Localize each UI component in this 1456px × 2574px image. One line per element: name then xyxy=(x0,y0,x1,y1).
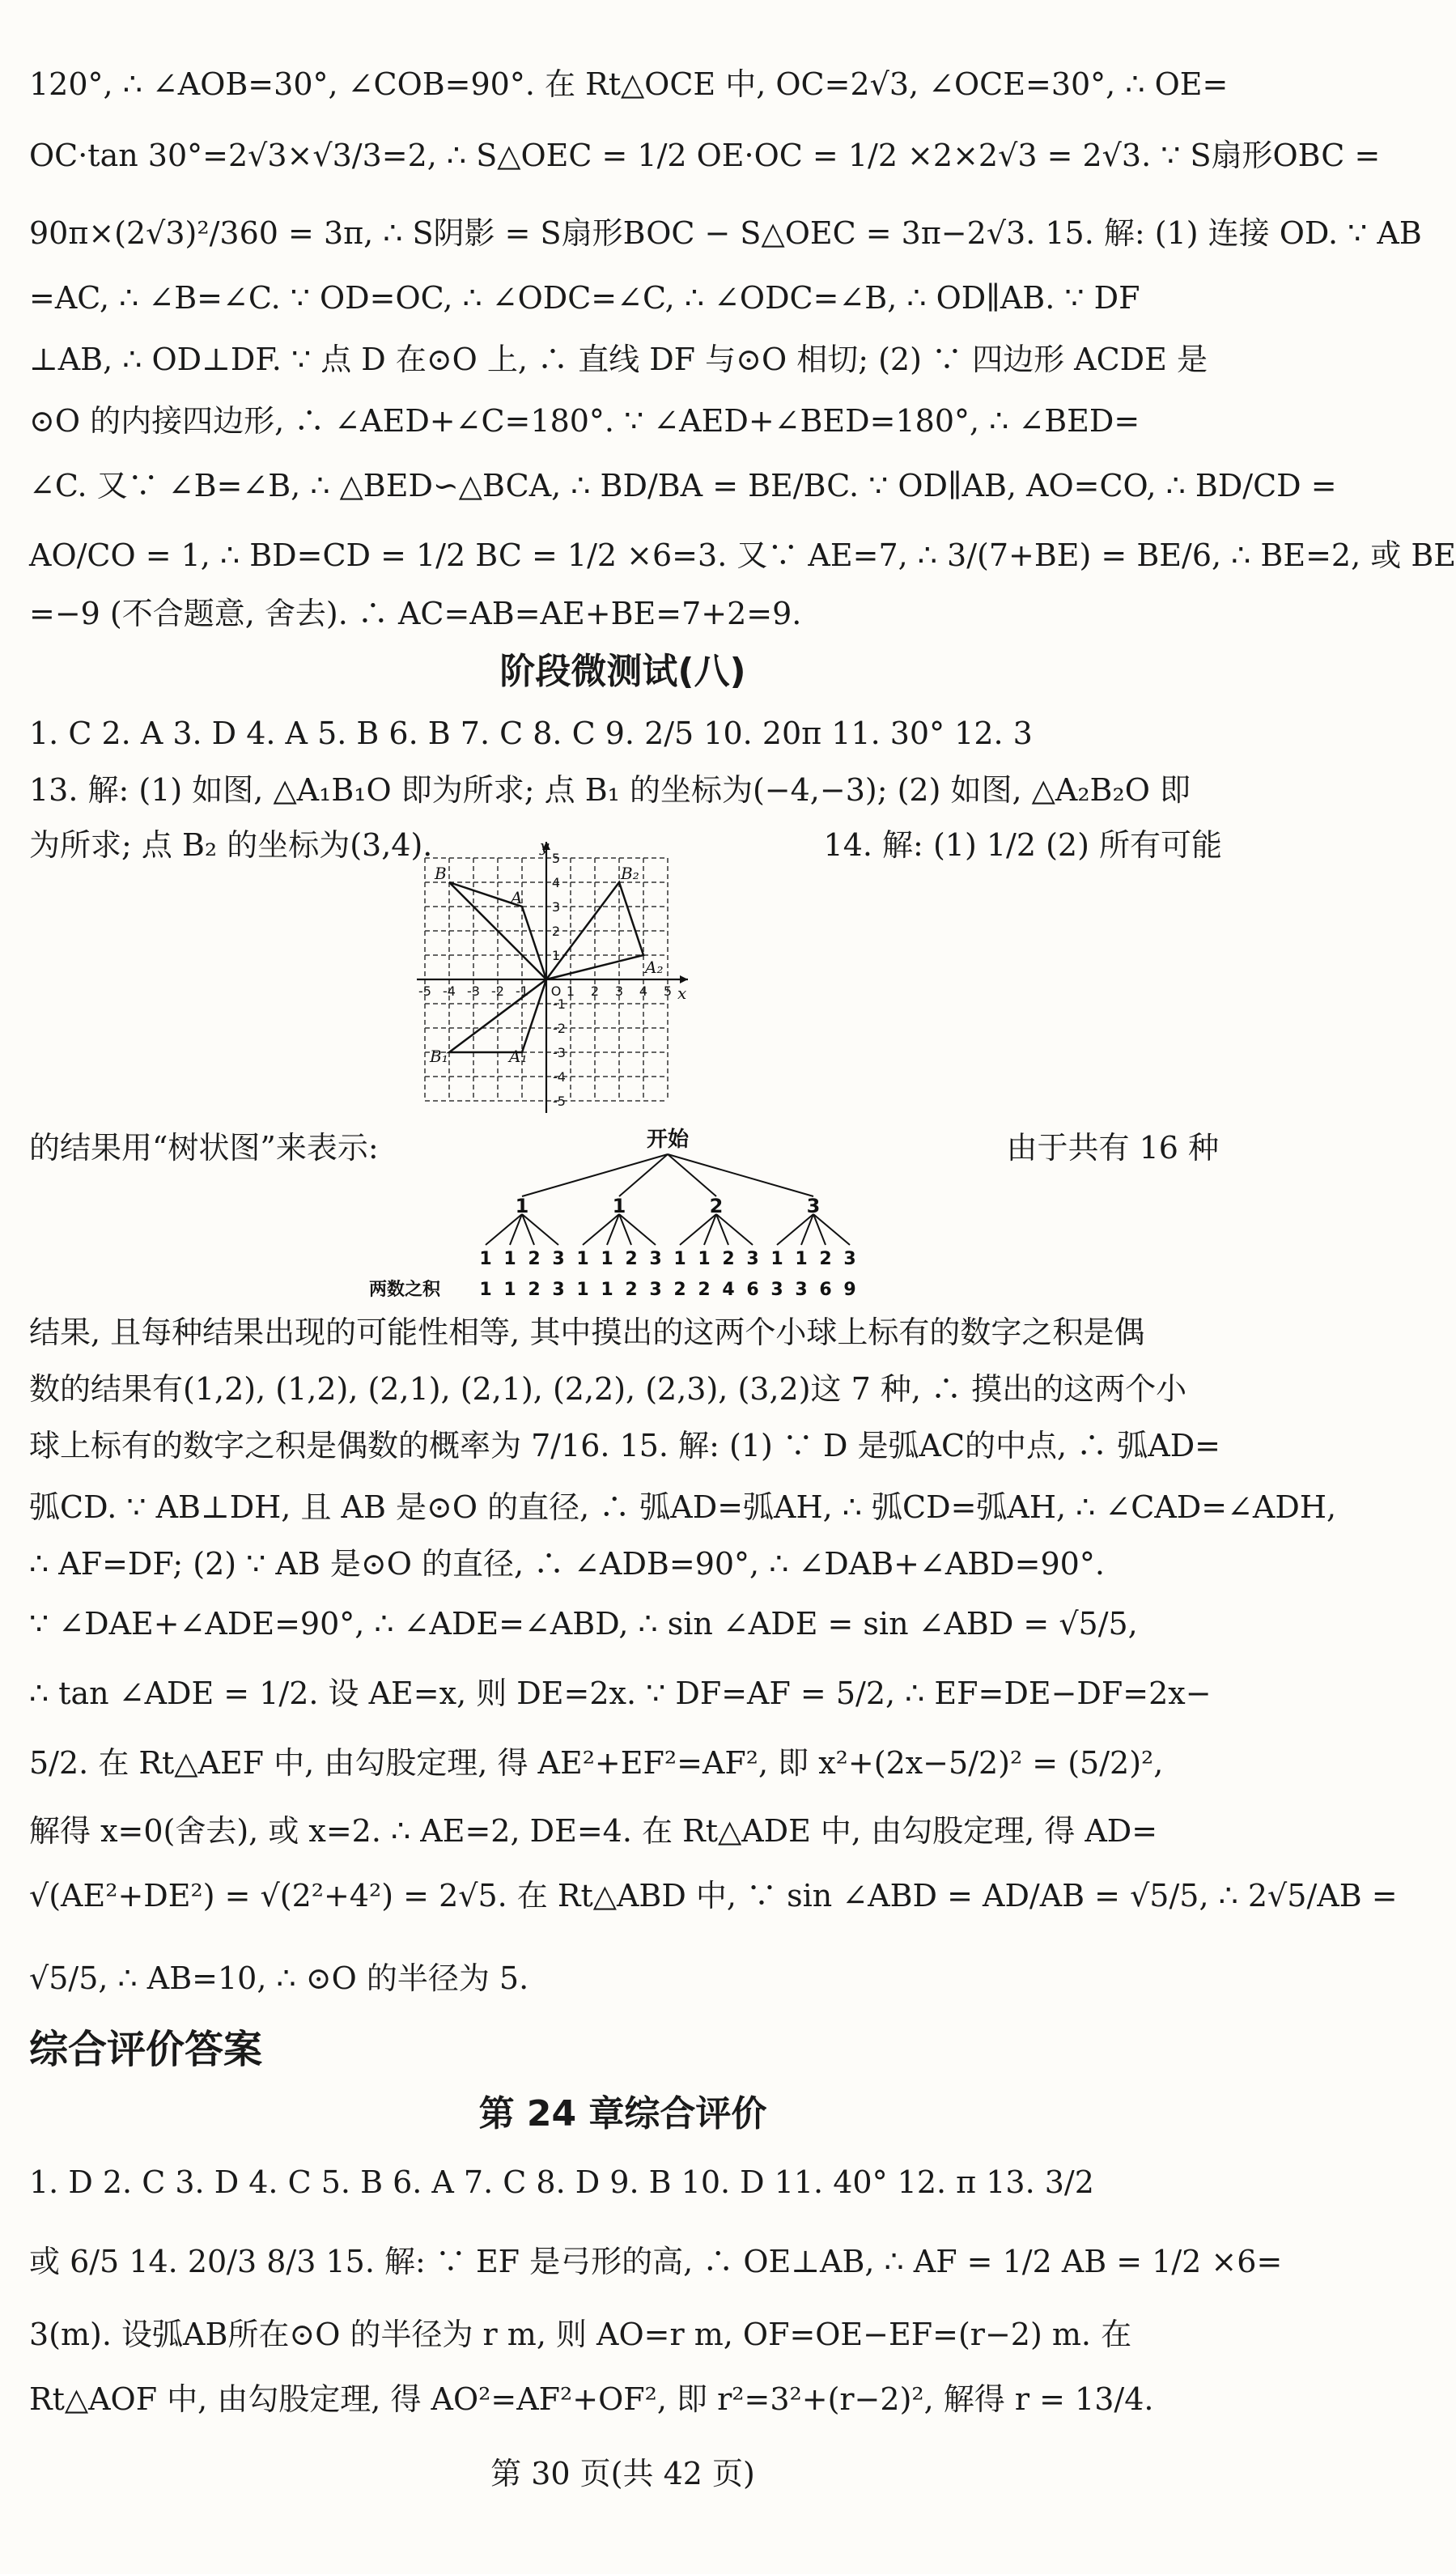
text-line: ⊙O 的内接四边形, ∴ ∠AED+∠C=180°. ∵ ∠AED+∠BED=180°, ∴ ∠BED= xyxy=(29,403,1140,439)
y-tick-label: -4 xyxy=(553,1069,566,1085)
answer-key-line: 或 6/5 14. 20/3 8/3 15. 解: ∵ EF 是弓形的高, ∴ OE⊥AB, ∴ AF = 1/2 AB = 1/2 ×6= xyxy=(29,2244,1283,2279)
text-line: ⊥AB, ∴ OD⊥DF. ∵ 点 D 在⊙O 上, ∴ 直线 DF 与⊙O 相切; (2) ∵ 四边形 ACDE 是 xyxy=(29,342,1208,377)
chapter-title: 第 24 章综合评价 xyxy=(478,2093,767,2134)
point-label: B xyxy=(435,864,447,883)
y-tick-label: 2 xyxy=(551,924,561,939)
product-value: 3 xyxy=(795,1280,808,1300)
product-value: 2 xyxy=(673,1280,686,1300)
comprehensive-title: 综合评价答案 xyxy=(29,2027,263,2072)
tree-node: 1 xyxy=(612,1195,626,1217)
x-tick-label: -4 xyxy=(443,983,456,999)
answer-key-line: 1. D 2. C 3. D 4. C 5. B 6. A 7. C 8. D 9. B 10. D 11. 40° 12. π 13. 3/2 xyxy=(29,2164,1094,2200)
point-label: B₁ xyxy=(430,1047,448,1066)
text-line: 120°, ∴ ∠AOB=30°, ∠COB=90°. 在 Rt△OCE 中, OC=2√3, ∠OCE=30°, ∴ OE= xyxy=(29,66,1229,102)
y-tick-label: 3 xyxy=(551,899,561,915)
tree-node: 1 xyxy=(515,1195,529,1217)
product-value: 6 xyxy=(819,1280,832,1300)
point-label: A₂ xyxy=(645,958,664,977)
tree-leaf: 1 xyxy=(698,1249,711,1269)
text-line: ∵ ∠DAE+∠ADE=90°, ∴ ∠ADE=∠ABD, ∴ sin ∠ADE = sin ∠ABD = √5/5, xyxy=(29,1606,1138,1642)
text-line: 3(m). 设弧AB所在⊙O 的半径为 r m, 则 AO=r m, OF=OE−EF=(r−2) m. 在 xyxy=(29,2317,1132,2352)
coordinate-grid-figure xyxy=(409,834,708,1113)
tree-leaf: 2 xyxy=(819,1249,832,1269)
text-line: 14. 解: (1) 1/2 (2) 所有可能 xyxy=(823,827,1222,863)
product-value: 2 xyxy=(528,1280,541,1300)
text-line: =−9 (不合题意, 舍去). ∴ AC=AB=AE+BE=7+2=9. xyxy=(29,596,802,631)
text-line: =AC, ∴ ∠B=∠C. ∵ OD=OC, ∴ ∠ODC=∠C, ∴ ∠ODC=∠B, ∴ OD∥AB. ∵ DF xyxy=(29,280,1140,316)
tree-leaf: 3 xyxy=(649,1249,662,1269)
x-tick-label: -3 xyxy=(467,983,480,999)
x-tick-label: -5 xyxy=(418,983,431,999)
text-line: 由于共有 16 种 xyxy=(1006,1130,1219,1166)
product-value: 1 xyxy=(479,1280,492,1300)
text-line: ∠C. 又∵ ∠B=∠B, ∴ △BED∽△BCA, ∴ BD/BA = BE/BC. ∵ OD∥AB, AO=CO, ∴ BD/CD = xyxy=(29,468,1337,503)
tree-leaf: 1 xyxy=(673,1249,686,1269)
tree-leaf: 1 xyxy=(576,1249,589,1269)
x-tick-label: -1 xyxy=(516,983,528,999)
text-line: ∴ tan ∠ADE = 1/2. 设 AE=x, 则 DE=2x. ∵ DF=AF = 5/2, ∴ EF=DE−DF=2x− xyxy=(29,1676,1212,1711)
text-line: 弧CD. ∵ AB⊥DH, 且 AB 是⊙O 的直径, ∴ 弧AD=弧AH, ∴ 弧CD=弧AH, ∴ ∠CAD=∠ADH, xyxy=(29,1489,1337,1525)
x-tick-label: 4 xyxy=(639,983,648,999)
y-tick-label: -5 xyxy=(553,1094,566,1109)
text-line: AO/CO = 1, ∴ BD=CD = 1/2 BC = 1/2 ×6=3. 又∵ AE=7, ∴ 3/(7+BE) = BE/6, ∴ BE=2, 或 BE xyxy=(29,537,1456,573)
answer-key-line: 1. C 2. A 3. D 4. A 5. B 6. B 7. C 8. C 9. 2/5 10. 20π 11. 30° 12. 3 xyxy=(29,716,1033,751)
tree-root: 开始 xyxy=(646,1128,690,1152)
tree-leaf: 2 xyxy=(722,1249,735,1269)
y-tick-label: 5 xyxy=(551,851,561,866)
text-line: 5/2. 在 Rt△AEF 中, 由勾股定理, 得 AE²+EF²=AF², 即 x²+(2x−5/2)² = (5/2)², xyxy=(29,1745,1164,1781)
text-line: √(AE²+DE²) = √(2²+4²) = 2√5. 在 Rt△ABD 中, ∵ sin ∠ABD = AD/AB = √5/5, ∴ 2√5/AB = xyxy=(29,1878,1398,1914)
x-tick-label: 3 xyxy=(614,983,624,999)
product-value: 3 xyxy=(649,1280,662,1300)
tree-leaf: 1 xyxy=(795,1249,808,1269)
product-value: 1 xyxy=(503,1280,516,1300)
y-tick-label: -2 xyxy=(553,1021,566,1036)
point-label: A₁ xyxy=(509,1047,528,1066)
product-value: 2 xyxy=(625,1280,638,1300)
x-axis-label: x xyxy=(677,983,687,1003)
section-title: 阶段微测试(八) xyxy=(499,651,746,692)
tree-branches xyxy=(486,1154,850,1245)
tree-leaf: 1 xyxy=(479,1249,492,1269)
y-tick-label: -1 xyxy=(553,996,566,1012)
product-value: 2 xyxy=(698,1280,711,1300)
point-label: B₂ xyxy=(621,864,639,883)
x-tick-label: 2 xyxy=(590,983,600,999)
y-tick-label: 1 xyxy=(551,948,561,963)
product-value: 3 xyxy=(552,1280,565,1300)
text-line: 90π×(2√3)²/360 = 3π, ∴ S阴影 = S扇形BOC − S△OEC = 3π−2√3. 15. 解: (1) 连接 OD. ∵ AB xyxy=(29,215,1422,251)
text-line: 数的结果有(1,2), (1,2), (2,1), (2,1), (2,2), (2,3), (3,2)这 7 种, ∴ 摸出的这两个小 xyxy=(29,1371,1187,1407)
x-tick-label: 1 xyxy=(566,983,575,999)
tree-leaf: 2 xyxy=(528,1249,541,1269)
product-value: 6 xyxy=(746,1280,759,1300)
product-value: 1 xyxy=(601,1280,613,1300)
y-axis-label: y xyxy=(540,836,550,856)
text-line: 为所求; 点 B₂ 的坐标为(3,4). xyxy=(29,827,433,863)
tree-leaf: 1 xyxy=(601,1249,613,1269)
tree-leaf: 3 xyxy=(552,1249,565,1269)
page-footer: 第 30 页(共 42 页) xyxy=(490,2456,755,2491)
tree-leaf: 3 xyxy=(843,1249,856,1269)
origin-label: O xyxy=(550,983,562,999)
tree-node: 3 xyxy=(806,1195,821,1217)
tree-diagram xyxy=(348,1123,882,1310)
text-line: √5/5, ∴ AB=10, ∴ ⊙O 的半径为 5. xyxy=(29,1960,529,1996)
text-line: 结果, 且每种结果出现的可能性相等, 其中摸出的这两个小球上标有的数字之积是偶 xyxy=(29,1315,1145,1350)
text-line: ∴ AF=DF; (2) ∵ AB 是⊙O 的直径, ∴ ∠ADB=90°, ∴ ∠DAB+∠ABD=90°. xyxy=(29,1546,1105,1582)
y-tick-label: -3 xyxy=(553,1045,566,1060)
tree-leaf: 2 xyxy=(625,1249,638,1269)
product-value: 4 xyxy=(722,1280,735,1300)
text-line: 解得 x=0(舍去), 或 x=2. ∴ AE=2, DE=4. 在 Rt△ADE 中, 由勾股定理, 得 AD= xyxy=(29,1813,1158,1849)
tree-leaf: 1 xyxy=(503,1249,516,1269)
product-value: 1 xyxy=(576,1280,589,1300)
product-row-label: 两数之积 xyxy=(368,1280,441,1300)
tree-leaf: 3 xyxy=(746,1249,759,1269)
x-arrow-icon xyxy=(680,975,688,983)
product-value: 9 xyxy=(843,1280,856,1300)
point-label: A xyxy=(511,888,523,907)
tree-leaf: 1 xyxy=(770,1249,783,1269)
text-line: OC·tan 30°=2√3×√3/3=2, ∴ S△OEC = 1/2 OE·OC = 1/2 ×2×2√3 = 2√3. ∵ S扇形OBC = xyxy=(29,138,1381,173)
text-line: 13. 解: (1) 如图, △A₁B₁O 即为所求; 点 B₁ 的坐标为(−4,−3); (2) 如图, △A₂B₂O 即 xyxy=(29,772,1191,808)
product-value: 3 xyxy=(770,1280,783,1300)
x-tick-label: 5 xyxy=(663,983,673,999)
text-line: 的结果用“树状图”来表示: xyxy=(29,1130,379,1166)
x-tick-label: -2 xyxy=(491,983,504,999)
text-line: 球上标有的数字之积是偶数的概率为 7/16. 15. 解: (1) ∵ D 是弧AC的中点, ∴ 弧AD= xyxy=(29,1428,1221,1463)
y-tick-label: 4 xyxy=(551,875,561,890)
tree-node: 2 xyxy=(709,1195,724,1217)
text-line: Rt△AOF 中, 由勾股定理, 得 AO²=AF²+OF², 即 r²=3²+(r−2)², 解得 r = 13/4. xyxy=(29,2381,1154,2417)
